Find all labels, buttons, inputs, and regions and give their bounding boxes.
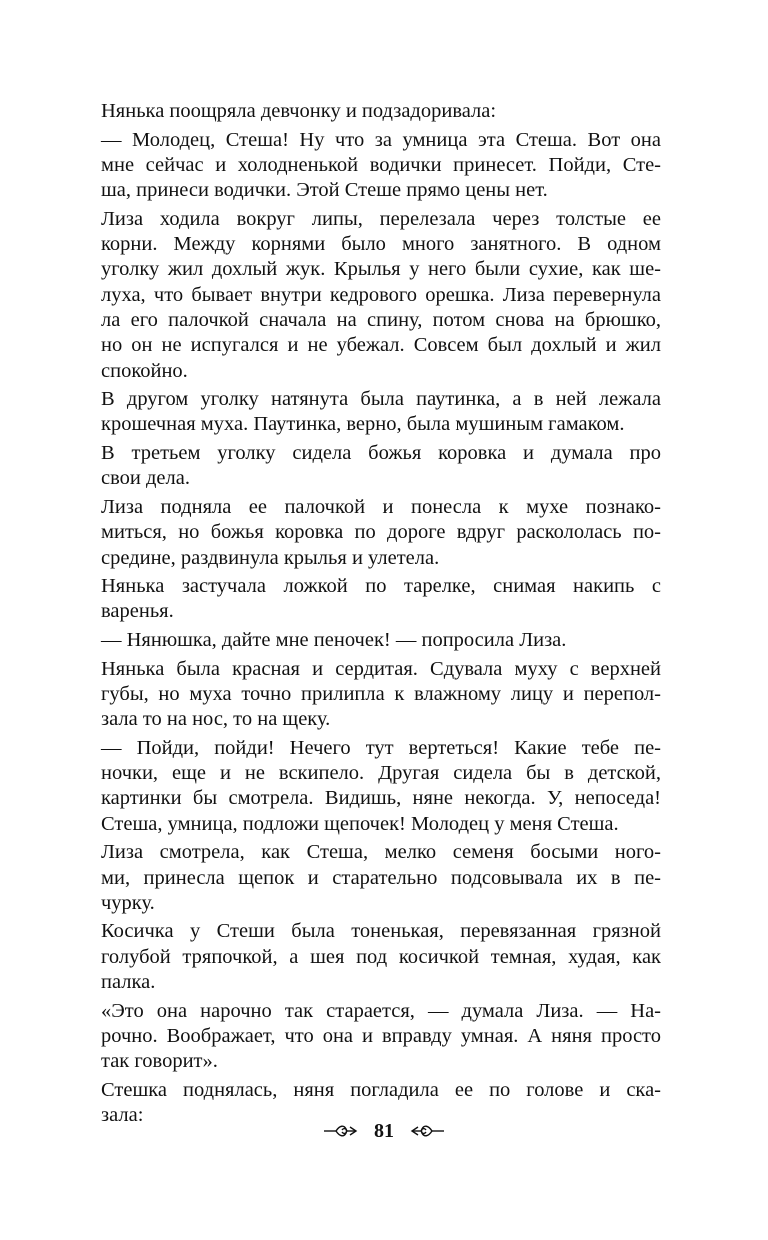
paragraph (101, 736, 661, 837)
text-line: свои дела. (101, 467, 190, 490)
text-line: миться, но божья коровка по дороге вдруг раскололась по- (101, 521, 661, 544)
text-line: Лиза ходила вокруг липы, перелезала через толстые ее (101, 207, 661, 230)
text-line: картинки бы смотрела. Видишь, няне некогда. У, непоседа! (101, 787, 661, 810)
paragraph (101, 628, 661, 653)
paragraph (101, 495, 661, 571)
text-line: зала то на нос, то на щеку. (101, 708, 331, 731)
text-line: — Молодец, Стеша! Ну что за умница эта Стеша. Вот она (101, 128, 661, 151)
page-number: 81 (374, 1119, 394, 1142)
paragraph (101, 999, 661, 1075)
text-line: В другом уголку натянута была паутинка, а в ней лежала (101, 388, 661, 411)
paragraph (101, 574, 661, 625)
text-line: уголку жил дохлый жук. Крылья у него были сухие, как ше- (101, 258, 661, 281)
text-line: варенья. (101, 600, 174, 623)
text-line: средине, раздвинула крылья и улетела. (101, 546, 440, 569)
text-line: — Нянюшка, дайте мне пеночек! — попросила Лиза. (101, 629, 567, 652)
text-line: палка. (101, 971, 156, 994)
text-line: но он не испугался и не убежал. Совсем был дохлый и жил (101, 334, 661, 357)
text-line: Лиза подняла ее палочкой и понесла к мухе познако- (101, 495, 661, 518)
paragraph (101, 99, 661, 124)
text-line: Косичка у Стеши была тоненькая, перевязанная грязной (101, 920, 661, 943)
text-line: зала: (101, 1104, 144, 1127)
text-line: корни. Между корнями было много занятного. В одном (101, 233, 661, 256)
left-ornament-icon (322, 1123, 358, 1139)
text-line: крошечная муха. Паутинка, верно, была мушиным гамаком. (101, 413, 625, 436)
paragraph (101, 657, 661, 733)
text-line: Стеша, умница, подложи щепочек! Молодец у меня Стеша. (101, 812, 619, 835)
right-ornament-icon (410, 1123, 446, 1139)
text-line: Стешка поднялась, няня погладила ее по голове и ска- (101, 1078, 661, 1101)
text-line: Нянька поощряла девчонку и подзадоривала: (101, 100, 497, 122)
paragraph (101, 128, 661, 204)
text-line: голубой тряпочкой, а шея под косичкой темная, худая, как (101, 945, 661, 968)
text-line: ла его палочкой сначала на спину, потом снова на брюшко, (101, 308, 661, 331)
text-line: ми, принесла щепок и старательно подсовывала их в пе- (101, 866, 661, 889)
text-line: ша, принеси водички. Этой Стеше прямо цены нет. (101, 179, 548, 202)
paragraph (101, 840, 661, 916)
paragraph (101, 441, 661, 492)
paragraph (101, 207, 661, 384)
text-line: луха, что бывает внутри кедрового орешка. Лиза перевернула (101, 283, 661, 306)
paragraph (101, 919, 661, 995)
text-line: Лиза смотрела, как Стеша, мелко семеня босыми ного- (101, 841, 661, 864)
body-text (101, 99, 661, 1132)
paragraph (101, 387, 661, 438)
text-line: так говорит». (101, 1050, 218, 1073)
text-line: «Это она нарочно так старается, — думала Лиза. — На- (101, 999, 661, 1022)
text-line: Нянька была красная и сердитая. Сдувала муху с верхней (101, 657, 661, 680)
text-line: В третьем уголку сидела божья коровка и думала про (101, 442, 661, 465)
text-line: спокойно. (101, 359, 188, 382)
text-line: мне сейчас и холодненькой водички принесет. Пойди, Сте- (101, 153, 661, 176)
text-line: губы, но муха точно прилипла к влажному лицу и перепол- (101, 682, 661, 705)
page-footer (0, 1116, 768, 1146)
text-line: Нянька застучала ложкой по тарелке, снимая накипь с (101, 575, 661, 598)
text-line: рочно. Воображает, что она и вправду умная. А няня просто (101, 1024, 661, 1047)
text-line: — Пойди, пойди! Нечего тут вертеться! Какие тебе пе- (101, 736, 661, 759)
text-line: чурку. (101, 891, 155, 914)
text-line: ночки, еще и не вскипело. Другая сидела бы в детской, (101, 762, 661, 785)
